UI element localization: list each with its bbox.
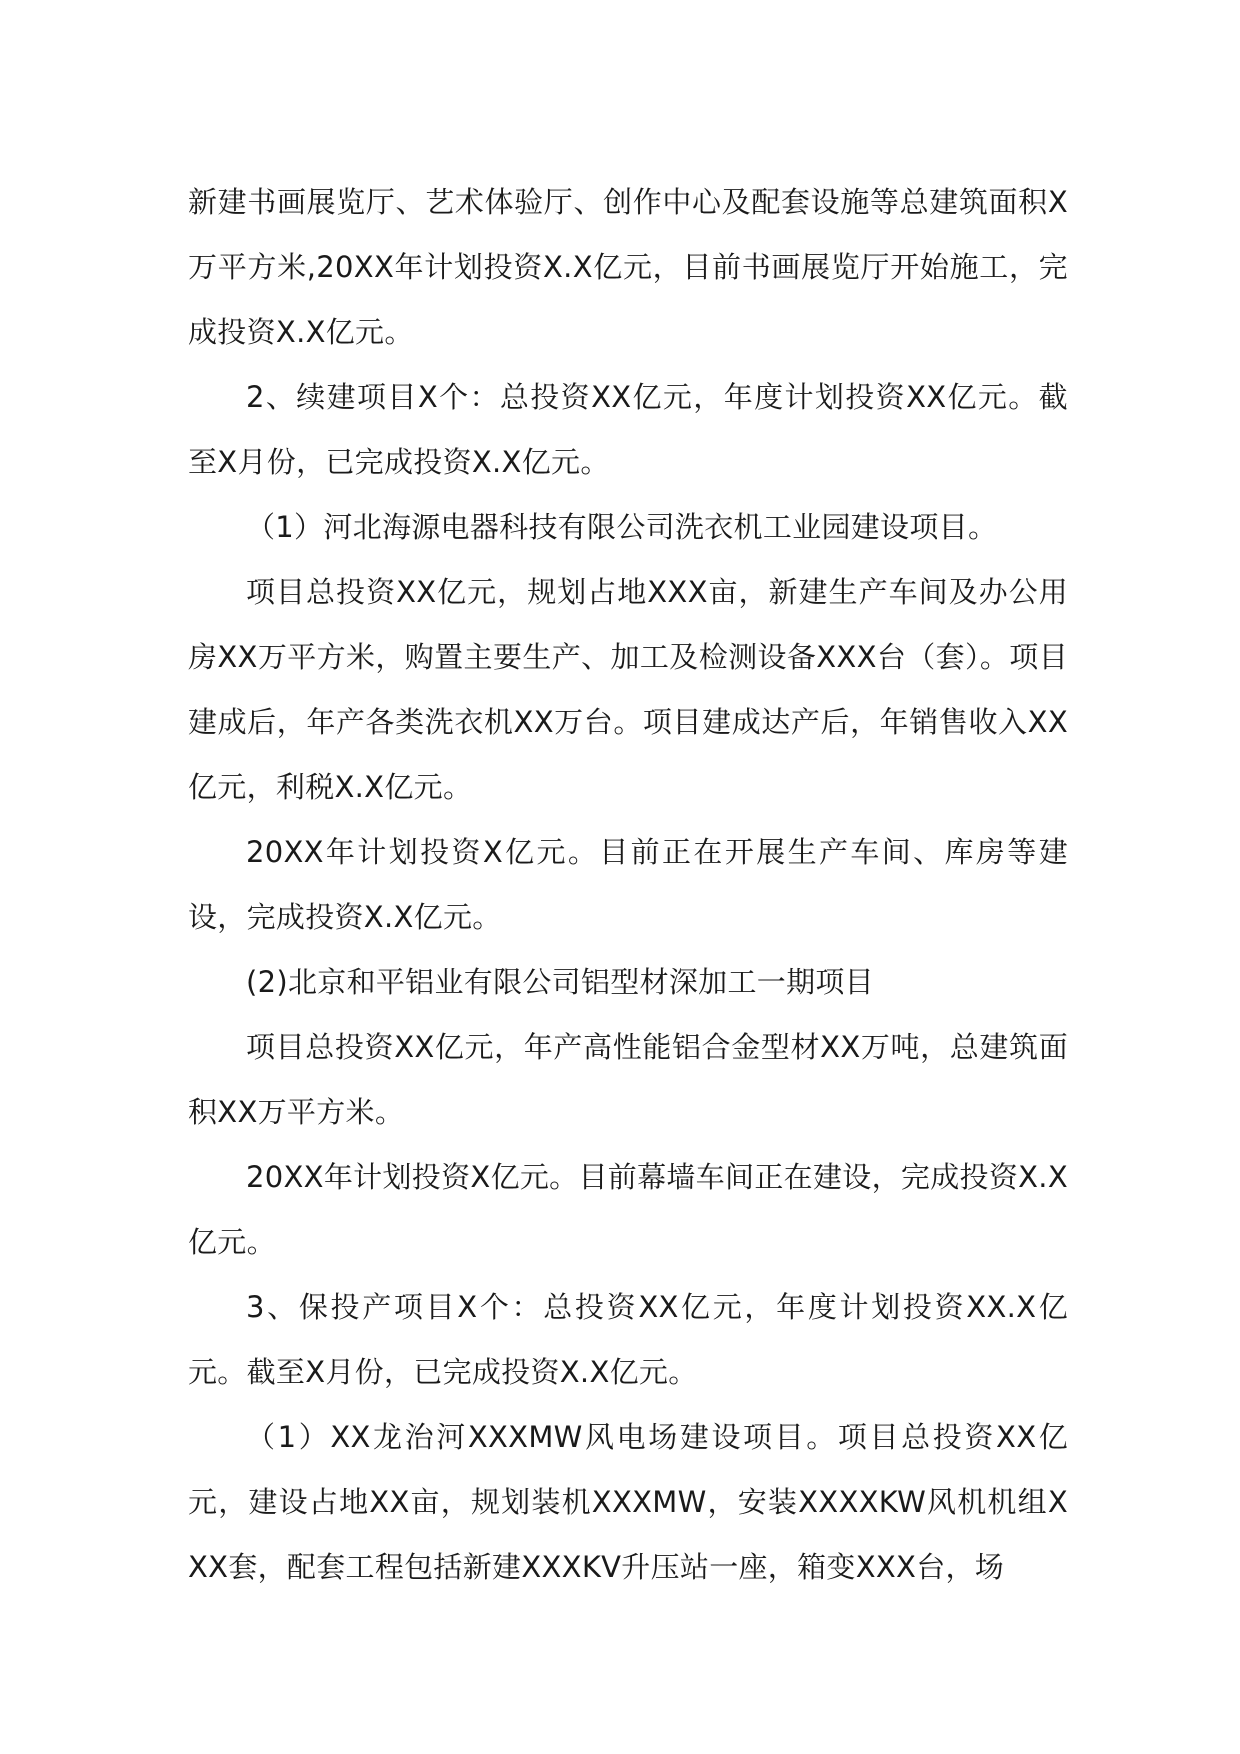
paragraph-project-2-detail: 项目总投资XX亿元，年产高性能铝合金型材XX万吨，总建筑面积XX万平方米。 bbox=[188, 1030, 1068, 1129]
paragraph-continuing-projects: 2、续建项目X个：总投资XX亿元，年度计划投资XX亿元。截至X月份，已完成投资X.X亿元。 bbox=[188, 380, 1068, 479]
document-body bbox=[188, 170, 1068, 1600]
paragraph-wind-farm-project: （1）XX龙治河XXXMW风电场建设项目。项目总投资XX亿元，建设占地XX亩，规划装机XXXMW，安装XXXXKW风机机组XXX套，配套工程包括新建XXXKV升压站一座，箱变XXX台，场 bbox=[188, 1420, 1068, 1584]
paragraph-continuation: 新建书画展览厅、艺术体验厅、创作中心及配套设施等总建筑面积X万平方米,20XX年计划投资X.X亿元，目前书画展览厅开始施工，完成投资X.X亿元。 bbox=[188, 185, 1068, 349]
paragraph-production-projects: 3、保投产项目X个：总投资XX亿元，年度计划投资XX.X亿元。截至X月份，已完成投资X.X亿元。 bbox=[188, 1290, 1068, 1389]
paragraph-project-2-title: (2)北京和平铝业有限公司铝型材深加工一期项目 bbox=[246, 965, 874, 999]
paragraph-project-2-progress: 20XX年计划投资X亿元。目前幕墙车间正在建设，完成投资X.X亿元。 bbox=[188, 1160, 1068, 1259]
paragraph-project-1-title: （1）河北海源电器科技有限公司洗衣机工业园建设项目。 bbox=[246, 510, 998, 544]
paragraph-project-1-detail: 项目总投资XX亿元，规划占地XXX亩，新建生产车间及办公用房XX万平方米，购置主要生产、加工及检测设备XXX台（套）。项目建成后，年产各类洗衣机XX万台。项目建成达产后，年销售收入XX亿元，利税X.X亿元。 bbox=[188, 575, 1068, 804]
paragraph-project-1-progress: 20XX年计划投资X亿元。目前正在开展生产车间、库房等建设，完成投资X.X亿元。 bbox=[188, 835, 1068, 934]
